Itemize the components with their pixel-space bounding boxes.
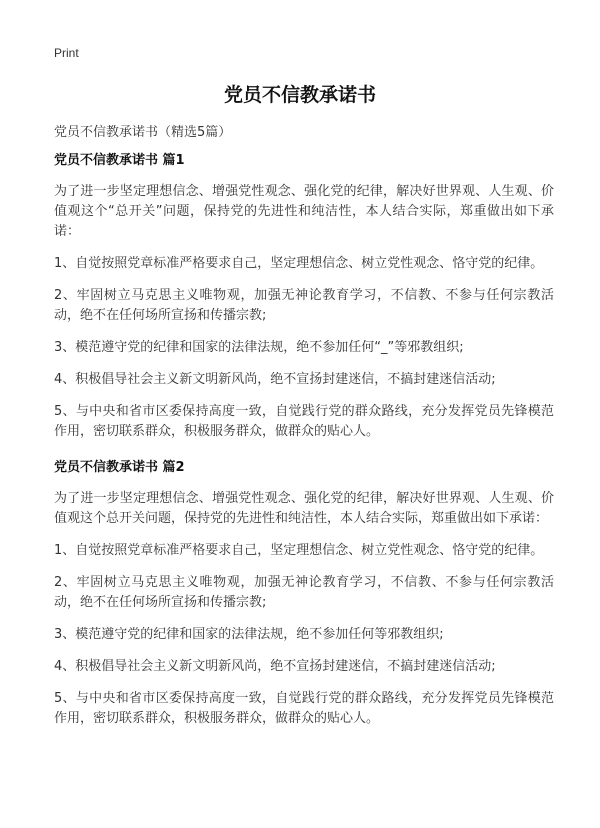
pledge-item: 4、积极倡导社会主义新文明新风尚，绝不宣扬封建迷信，不搞封建迷信活动; [54, 659, 496, 674]
pledge-item: 5、与中央和省市区委保持高度一致，自觉践行党的群众路线，充分发挥党员先锋模范作用，密切联系群众，积极服务群众，做群众的贴心人。 [54, 404, 554, 439]
document-subtitle: 党员不信教承诺书（精选5篇） [54, 125, 232, 140]
intro-paragraph: 为了进一步坚定理想信念、增强党性观念、强化党的纪律，解决好世界观、人生观、价值观这个“总开关”问题，保持党的先进性和纯洁性，本人结合实际，郑重做出如下承诺： [54, 184, 554, 239]
pledge-item: 1、自觉按照党章标准严格要求自己，坚定理想信念、树立党性观念、恪守党的纪律。 [54, 256, 544, 271]
section-heading: 党员不信教承诺书 篇1 [54, 153, 185, 168]
pledge-item: 3、模范遵守党的纪律和国家的法律法规，绝不参加任何“_”等邪教组织; [54, 340, 464, 355]
intro-paragraph: 为了进一步坚定理想信念、增强党性观念、强化党的纪律，解决好世界观、人生观、价值观这个总开关问题，保持党的先进性和纯洁性，本人结合实际，郑重做出如下承诺： [54, 491, 554, 526]
pledge-item: 2、牢固树立马克思主义唯物观，加强无神论教育学习，不信教、不参与任何宗教活动，绝不在任何场所宣扬和传播宗教; [54, 575, 554, 610]
page-title: 党员不信教承诺书 [223, 84, 376, 106]
pledge-item: 5、与中央和省市区委保持高度一致，自觉践行党的群众路线，充分发挥党员先锋模范作用，密切联系群众，积极服务群众，做群众的贴心人。 [54, 691, 554, 726]
section-heading: 党员不信教承诺书 篇2 [54, 460, 185, 475]
article-section [54, 459, 554, 741]
print-link[interactable]: Print [54, 46, 79, 60]
article-section [54, 152, 554, 454]
pledge-item: 4、积极倡导社会主义新文明新风尚，绝不宣扬封建迷信，不搞封建迷信活动; [54, 372, 496, 387]
pledge-item: 2、牢固树立马克思主义唯物观，加强无神论教育学习，不信教、不参与任何宗教活动，绝不在任何场所宣扬和传播宗教; [54, 288, 554, 323]
pledge-item: 1、自觉按照党章标准严格要求自己，坚定理想信念、树立党性观念、恪守党的纪律。 [54, 543, 544, 558]
pledge-item: 3、模范遵守党的纪律和国家的法律法规，绝不参加任何等邪教组织; [54, 627, 444, 642]
